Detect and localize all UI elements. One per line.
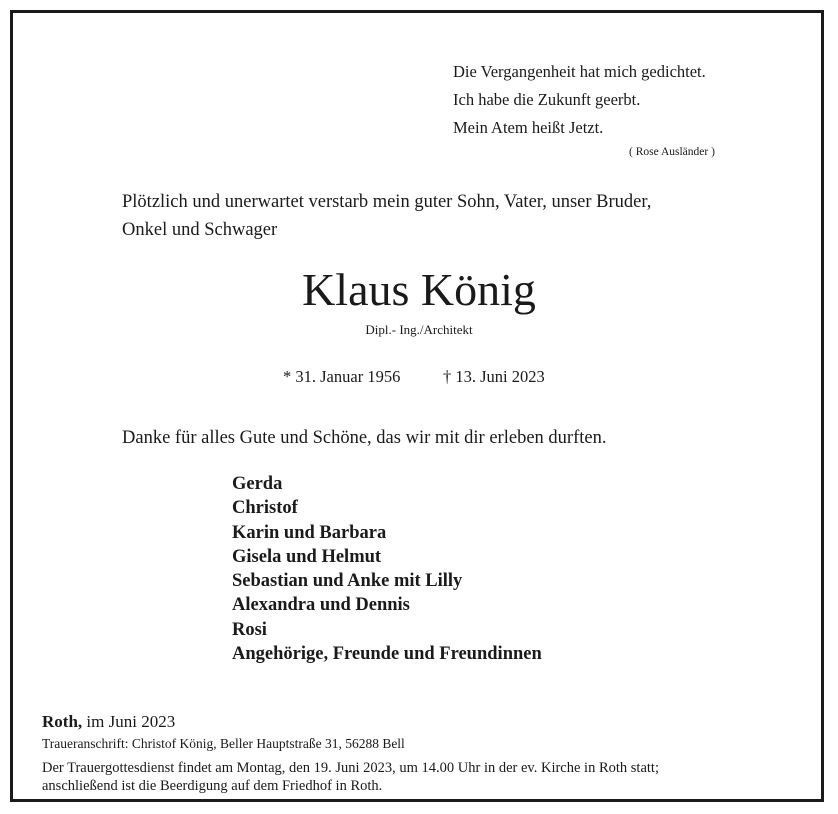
mourner-name: Gisela und Helmut [232, 546, 382, 567]
intro-line: Onkel und Schwager [122, 220, 278, 240]
thanks-text: Danke für alles Gute und Schöne, das wir mit dir erleben durften. [122, 428, 607, 448]
mourner-name: Angehörige, Freunde und Freundinnen [232, 644, 542, 665]
mourner-name: Christof [232, 498, 298, 519]
poem-author: ( Rose Ausländer ) [629, 146, 715, 158]
mourner-name: Gerda [232, 474, 283, 494]
intro-line: Plötzlich und unerwartet verstarb mein guter Sohn, Vater, unser Bruder, [122, 192, 652, 212]
mourner-name: Karin und Barbara [232, 522, 387, 543]
poem-line: Die Vergangenheit hat mich gedichtet. [453, 62, 706, 81]
birth-date: * 31. Januar 1956 [283, 367, 401, 386]
service-line: anschließend ist die Beerdigung auf dem Friedhof in Roth. [42, 778, 383, 794]
death-date: † 13. Juni 2023 [443, 367, 545, 386]
poem [453, 58, 706, 142]
poem-line: Ich habe die Zukunft geerbt. [453, 90, 641, 109]
mourners-list [232, 472, 542, 666]
mourner-name: Sebastian und Anke mit Lilly [232, 571, 463, 592]
mourner-name: Rosi [232, 619, 267, 640]
intro-text [122, 188, 651, 244]
mourner-name: Alexandra und Dennis [232, 595, 410, 616]
service-info [42, 759, 659, 795]
deceased-title: Dipl.- Ing./Architekt [365, 322, 473, 337]
notice-date: im Juni 2023 [86, 712, 176, 731]
mourning-address: Traueranschrift: Christof König, Beller Hauptstraße 31, 56288 Bell [42, 736, 405, 751]
deceased-name: Klaus König [302, 264, 536, 315]
poem-line: Mein Atem heißt Jetzt. [453, 118, 604, 137]
place-date [42, 712, 175, 732]
service-line: Der Trauergottesdienst findet am Montag, den 19. Juni 2023, um 14.00 Uhr in der ev. Kirche in Roth statt; [42, 760, 659, 776]
place-name: Roth, [42, 712, 83, 731]
